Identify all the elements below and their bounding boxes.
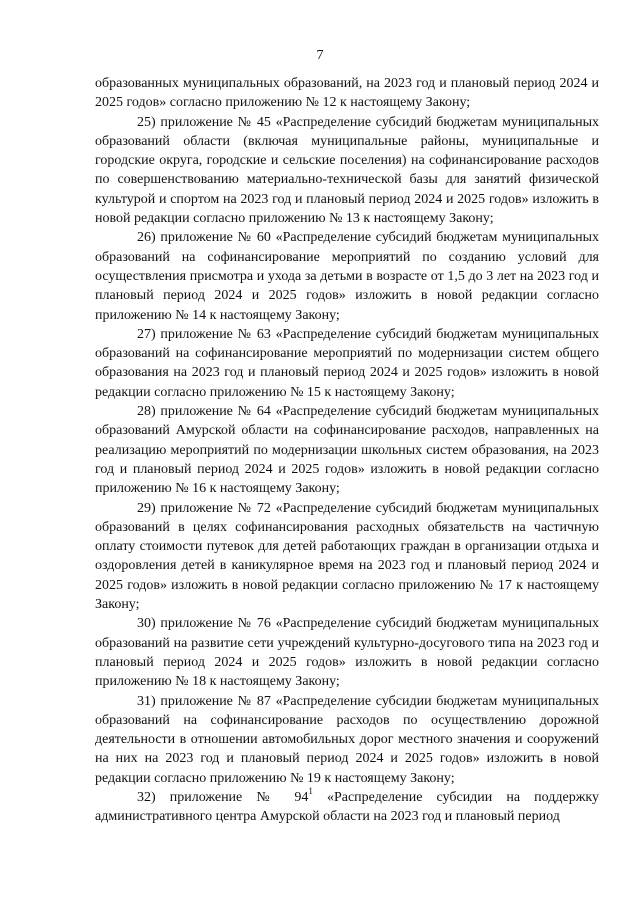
paragraph-item-26: 26) приложение № 60 «Распределение субсидий бюджетам муниципальных образований на софинансирование мероприятий по созданию условий для осуществления присмотра и ухода за детьми в возрасте от 1,5 до 3 лет на 2023 год и плановый период 2024 и 2025 годов» изложить в новой редакции согласно приложению № 14 к настоящему Закону; — [95, 230, 599, 323]
paragraph-item-27: 27) приложение № 63 «Распределение субсидий бюджетам муниципальных образований на софинансирование мероприятий по модернизации систем общего образования на 2023 год и плановый период 2024 и 2025 годов» изложить в новой редакции согласно приложению № 15 к настоящему Закону; — [95, 326, 599, 400]
page-number: 7 — [316, 48, 324, 63]
paragraph-item-28: 28) приложение № 64 «Распределение субсидий бюджетам муниципальных образований Амурской области на софинансирование расходов, направленных на реализацию мероприятий по модернизации школьных систем образования, на 2023 год и плановый период 2024 и 2025 годов» изложить в новой редакции согласно приложению № 16 к настоящему Закону; — [95, 404, 599, 497]
document-body — [95, 74, 599, 827]
paragraph-intro: образованных муниципальных образований, на 2023 год и плановый период 2024 и 2025 годов» согласно приложению № 12 к настоящему Закону; — [95, 76, 599, 111]
paragraph-item-29: 29) приложение № 72 «Распределение субсидий бюджетам муниципальных образований в целях софинансирования расходных обязательств на частичную оплату стоимости путевок для детей работающих граждан в организации отдыха и оздоровления детей в каникулярное время на 2023 год и плановый период 2024 и 2025 годов» изложить в новой редакции согласно приложению № 17 к настоящему Закону; — [95, 500, 599, 613]
item-32-superscript: 1 — [308, 786, 313, 797]
item-32-prefix: 32) приложение № 94 — [137, 789, 309, 805]
paragraph-item-31: 31) приложение № 87 «Распределение субсидии бюджетам муниципальных образований на софинансирование расходов по осуществлению дорожной деятельности в отношении автомобильных дорог местного значения и сооружений на них на 2023 год и плановый период 2024 и 2025 годов» изложить в новой редакции согласно приложению № 19 к настоящему Закону; — [95, 693, 599, 786]
paragraph-item-30: 30) приложение № 76 «Распределение субсидий бюджетам муниципальных образований на развитие сети учреждений культурно-досугового типа на 2023 год и плановый период 2024 и 2025 годов» изложить в новой редакции согласно приложению № 18 к настоящему Закону; — [95, 616, 599, 690]
item-32-title: «Распределение субсидии на поддержку административного центра Амурской области на 2023 год и плановый период — [95, 789, 599, 825]
paragraph-item-32 — [95, 788, 599, 827]
paragraph-item-25: 25) приложение № 45 «Распределение субсидий бюджетам муниципальных образований области (включая муниципальные районы, муниципальные и городские округа, городские и сельские поселения) на софинансирование расходов по совершенствованию материально-технической базы для занятий физической культурой и спортом на 2023 год и плановый период 2024 и 2025 годов» изложить в новой редакции согласно приложению № 13 к настоящему Закону; — [95, 114, 599, 227]
